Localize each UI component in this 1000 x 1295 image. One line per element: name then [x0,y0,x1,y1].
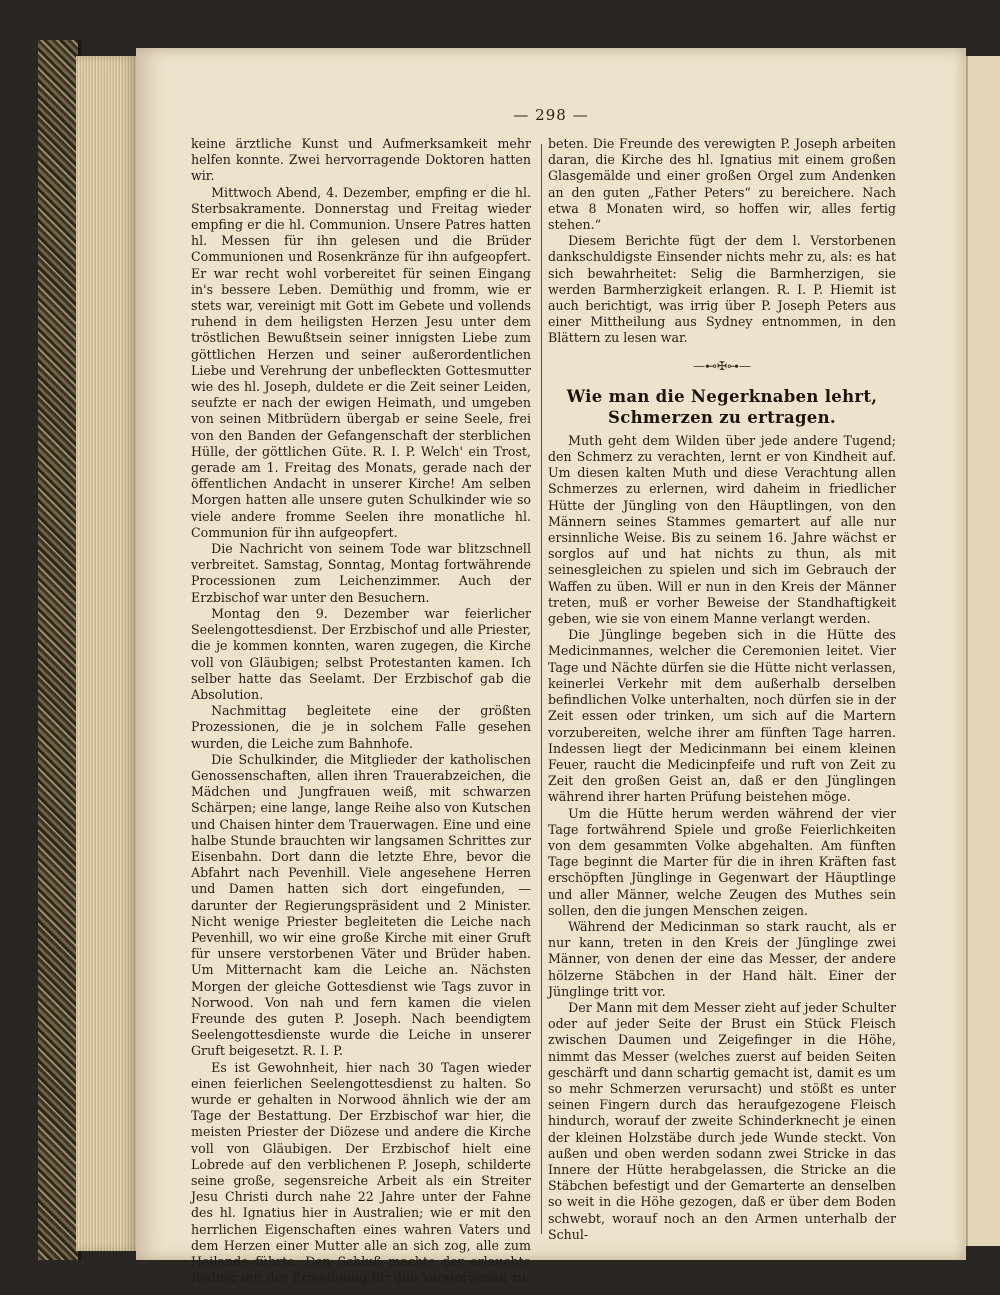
paragraph: Während der Medicinman so stark raucht, als er nur kann, treten in den Kreis der Jünglinge zwei Männer, von denen der eine das Messer, der andere hölzerne Stäbchen in der Hand hält. Einer der Jünglinge tritt vor. [548,918,896,999]
paragraph: beten. Die Freunde des verewigten P. Joseph arbeiten daran, die Kirche des hl. Ignatius mit einem großen Glasgemälde und einer großen Orgel zum Andenken an den guten „Father Peters“ zu bereichere. Nach etwa 8 Monaten wird, so hoffen wir, alles fertig stehen.“ [548,136,896,233]
column-divider [541,144,542,1234]
book-spine [38,40,81,1260]
paragraph: Nachmittag begleitete eine der größten Prozessionen, die je in solchem Falle gesehen wurden, die Leiche zum Bahnhofe. [191,703,531,751]
paragraph: Montag den 9. Dezember war feierlicher Seelengottesdienst. Der Erzbischof und alle Priester, die je kommen konnten, waren zugegen, die Kirche voll von Gläubigen; selbst Protestanten kamen. Ich selber hatte das Seelamt. Der Erzbischof gab die Absolution. [191,605,531,702]
right-column [548,136,896,1243]
paragraph: Es ist Gewohnheit, hier nach 30 Tagen wieder einen feierlichen Seelengottesdienst zu halten. So wurde er gehalten in Norwood ähnlich wie der am Tage der Bestattung. Der Erzbischof war hier, die meisten Priester der Diözese und andere die Kirche voll von Gläubigen. Der Erzbischof hielt eine Lobrede auf den verblichenen P. Joseph, schilderte seine große, segensreiche Arbeit als ein Streiter Jesu Christi durch nahe 22 Jahre unter der Fahne des hl. Ignatius hier in Australien; wie er mit den herrlichen Eigenschaften eines wahren Vaters und dem Herzen einer Mutter alle an sich zog, alle zum Heilande führte. Den Schluß machte der erlauchte Redner mit der Ermahnung für den Verstorbenen zu [191,1059,531,1286]
paragraph: Die Nachricht von seinem Tode war blitzschnell verbreitet. Samstag, Sonntag, Montag fortwährende Processionen zum Leichenzimmer. Auch der Erzbischof war unter den Besuchern. [191,541,531,605]
paragraph: Muth geht dem Wilden über jede andere Tugend; den Schmerz zu verachten, lernt er von Kindheit auf. Um diesen kalten Muth und diese Verachtung allen Schmerzes zu erlernen, wird daheim in friedlicher Hütte der Jüngling von den Häuptlingen, von den Männern seines Stammes gemartert auf alle nur ersinnliche Weise. Bis zu seinem 16. Jahre wächst er sorglos auf und hat nichts zu thun, als mit seinesgleichen zu spielen und sich im Gebrauch der Waffen zu üben. Will er nun in den Kreis der Männer treten, muß er vorher Beweise der Standhaftigkeit geben, wie sie von einem Manne verlangt werden. [548,432,896,627]
paragraph: Um die Hütte herum werden während der vier Tage fortwährend Spiele und große Feierlichkeiten von dem gesammten Volke abgehalten. Am fünften Tage beginnt die Marter für die in ihren Kräften fast erschöpften Jünglinge in Gegenwart der Häuptlinge und aller Männer, welche Zeugen des Muthes sein sollen, den die jungen Menschen zeigen. [548,805,896,918]
facing-page-edge [966,56,1000,1246]
section-ornament: —⊷✠⊶— [692,358,752,373]
page-edges [76,56,138,1251]
book-page [136,48,966,1286]
paragraph: Diesem Berichte fügt der dem l. Verstorbenen dankschuldigste Einsender nichts mehr zu, als: es hat sich bewahrheitet: Selig die Barmherzigen, sie werden Barmherzigkeit erlangen. R. I. P. Hiemit ist auch berichtigt, was irrig über P. Joseph Peters aus einer Mittheilung aus Sydney entnommen, in den Blättern zu lesen war. [548,233,896,346]
page-number: — 298 — [513,106,589,124]
paragraph: Der Mann mit dem Messer zieht auf jeder Schulter oder auf jeder Seite der Brust ein Stück Fleisch zwischen Daumen und Zeigefinger in die Höhe, nimmt das Messer (welches zuerst auf beiden Seiten geschärft und dann schartig gemacht ist, damit es um so mehr Schmerzen verursacht) und stößt es unter seinen Fingern durch das heraufgezogene Fleisch hindurch, worauf der zweite Schinderknecht je einen der kleinen Holzstäbe durch jede Wunde steckt. Von außen und oben werden sodann zwei Stricke in das Innere der Hütte herabgelassen, die Stricke an die Stäbchen befestigt und der Gemarterte an denselben so weit in die Höhe gezogen, daß er über dem Boden schwebt, worauf noch an den Armen unterhalb der Schul- [548,999,896,1242]
paragraph: Die Jünglinge begeben sich in die Hütte des Medicinmannes, welcher die Ceremonien leitet. Vier Tage und Nächte dürfen sie die Hütte nicht verlassen, keinerlei Verkehr mit dem außerhalb derselben befindlichen Volke unterhalten, noch dürfen sie in der Zeit essen oder trinken, um sich auf die Martern vorzubereiten, welche ihrer am fünften Tage harren. Indessen liegt der Medicinmann bei einem kleinen Feuer, raucht die Medicinpfeife und ruft von Zeit zu Zeit den großen Geist an, daß er den Jünglingen während ihrer harten Prüfung beistehen möge. [548,627,896,805]
paragraph: Mittwoch Abend, 4. Dezember, empfing er die hl. Sterbsakramente. Donnerstag und Freitag wieder empfing er die hl. Communion. Unsere Patres hatten hl. Messen für ihn gelesen und die Brüder Communionen und Rosenkränze für ihn aufgeopfert. Er war recht wohl vorbereitet für seinen Eingang in's bessere Leben. Demüthig und fromm, wie er stets war, vereinigt mit Gott im Gebete und vollends ruhend in dem heiligsten Herzen Jesu unter dem tröstlichen Bewußtsein seiner innigsten Liebe zum göttlichen Herzen und seiner außerordentlichen Liebe und Verehrung der unbefleckten Gottesmutter wie des hl. Joseph, duldete er die Zeit seiner Leiden, seufzte er nach der ewigen Heimath, und umgeben von seinen Mitbrüdern übergab er seine Seele, frei von den Banden der Gefangenschaft der sterblichen Hülle, der göttlichen Güte. R. I. P. Welch' ein Trost, gerade am 1. Freitag des Monats, gerade nach der öffentlichen Andacht in unserer Kirche! Am selben Morgen hatten alle unsere guten Schulkinder wie so viele andere fromme Seelen ihre monatliche hl. Communion für ihn aufgeopfert. [191,184,531,540]
article-title: Wie man die Negerknaben lehrt, Schmerzen zu ertragen. [566,386,878,427]
left-column [191,136,531,1286]
paragraph: Die Schulkinder, die Mitglieder der katholischen Genossenschaften, allen ihren Trauerabzeichen, die Mädchen und Jungfrauen weiß, mit schwarzen Schärpen; eine lange, lange Reihe also von Kutschen und Chaisen hinter dem Trauerwagen. Eine und eine halbe Stunde brauchten wir langsamen Schrittes zur Eisenbahn. Dort dann die letzte Ehre, bevor die Abfahrt nach Pevenhill. Viele angesehene Herren und Damen hatten sich dort eingefunden, — darunter der Regierungspräsident und 2 Minister. Nicht wenige Priester begleiteten die Leiche nach Pevenhill, wo wir eine große Kirche mit einer Gruft für unsere verstorbenen Väter und Brüder haben. Um Mitternacht kam die Leiche an. Nächsten Morgen der gleiche Gottesdienst wie Tags zuvor in Norwood. Von nah und fern kamen die vielen Freunde des guten P. Joseph. Nach beendigtem Seelengottesdienste wurde die Leiche in unserer Gruft beigesetzt. R. I. P. [191,751,531,1059]
paragraph: keine ärztliche Kunst und Aufmerksamkeit mehr helfen konnte. Zwei hervorragende Doktoren hatten wir. [191,136,531,184]
